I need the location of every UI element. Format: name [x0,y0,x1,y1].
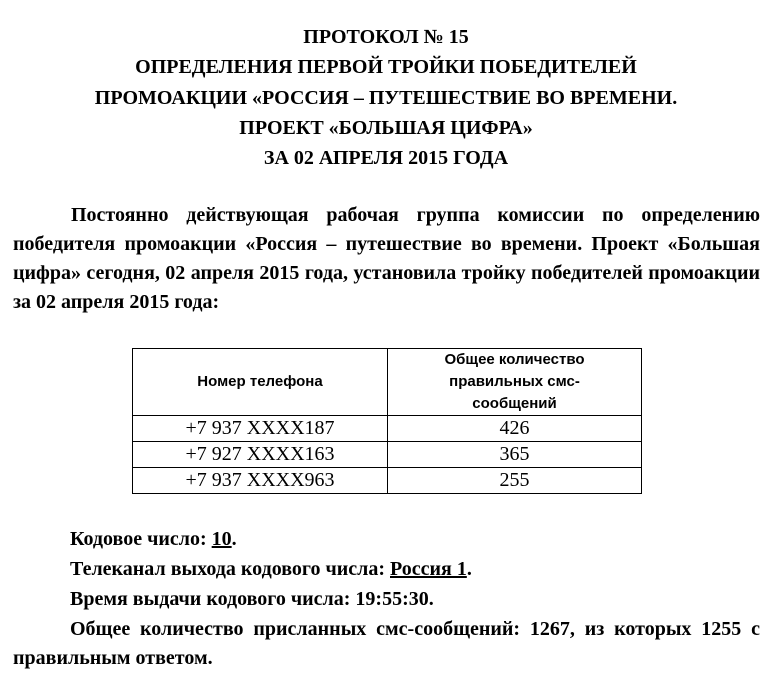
protocol-title-line-4: ПРОЕКТ «БОЛЬШАЯ ЦИФРА» [239,117,533,139]
protocol-date: ЗА 02 АПРЕЛЯ 2015 ГОДА [263,147,509,169]
winners-table [132,348,642,494]
count-cell: 426 [388,416,642,442]
protocol-number: ПРОТОКОЛ № 15 [303,26,469,48]
table-row [133,468,642,494]
phone-cell: +7 937 XXXX187 [133,416,388,442]
column-header-count [388,349,642,416]
count-cell: 255 [388,468,642,494]
code-number-label: Кодовое число: [70,528,212,550]
column-header-count-label: Общее количество правильных смс-сообщений [444,351,585,412]
code-number-value: 10 [211,528,232,550]
channel-label: Телеканал выхода кодового числа: [70,558,390,580]
phone-cell: +7 927 XXXX163 [133,442,388,468]
channel-line [13,555,760,584]
channel-value: Россия 1 [390,558,467,580]
count-cell: 365 [388,442,642,468]
issue-time-line: Время выдачи кодового числа: 19:55:30. [70,588,434,610]
code-number-end: . [231,528,237,550]
table-header-row [133,349,642,416]
channel-end: . [466,558,472,580]
table-row [133,442,642,468]
protocol-title-line-3: ПРОМОАКЦИИ «РОССИЯ – ПУТЕШЕСТВИЕ ВО ВРЕМЕНИ. [94,87,678,109]
phone-cell: +7 937 XXXX963 [133,468,388,494]
code-number-line [13,525,760,554]
table-row [133,416,642,442]
protocol-title-line-2: ОПРЕДЕЛЕНИЯ ПЕРВОЙ ТРОЙКИ ПОБЕДИТЕЛЕЙ [135,56,637,78]
total-sms-line: Общее количество присланных смс-сообщений: 1267, из которых 1255 с правильным ответом. [13,618,760,669]
column-header-phone: Номер телефона [133,349,388,416]
intro-paragraph: Постоянно действующая рабочая группа комиссии по определению победителя промоакции «Россия – путешествие во времени. Проект «Большая цифра» сегодня, 02 апреля 2015 года, установила тройку победителей промоакции за 02 апреля 2015 года: [13,204,760,313]
